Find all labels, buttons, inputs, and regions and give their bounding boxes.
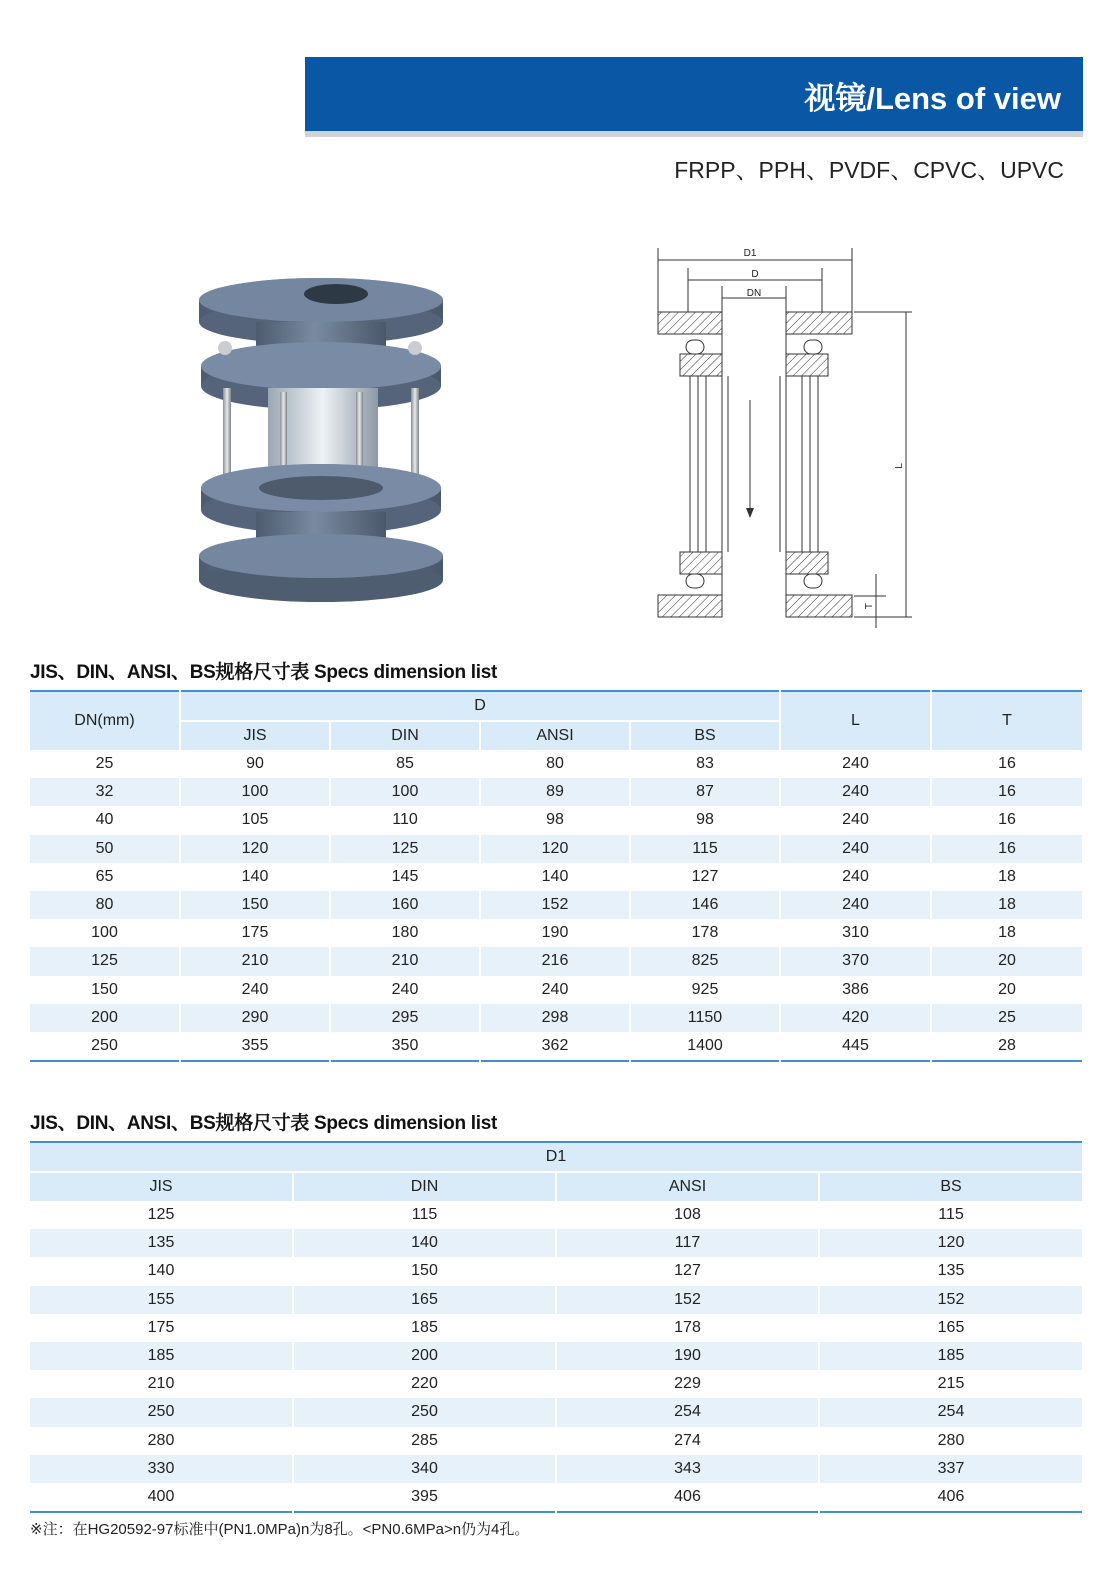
cell: 240: [780, 778, 931, 806]
cell: 343: [556, 1455, 819, 1483]
cell: 127: [556, 1257, 819, 1285]
cell: 185: [819, 1342, 1082, 1370]
cell: 100: [180, 778, 330, 806]
cell: 98: [480, 806, 630, 834]
cell: 150: [180, 891, 330, 919]
cell: 152: [480, 891, 630, 919]
cell: 120: [180, 835, 330, 863]
cell: 125: [147, 1206, 175, 1224]
cell: 165: [819, 1314, 1082, 1342]
table-row: [30, 1455, 1082, 1483]
table-row: [30, 947, 1082, 975]
cell: 25: [931, 1004, 1082, 1032]
cell: 350: [330, 1032, 480, 1061]
dn-label: DN: [746, 288, 762, 299]
cell: 140: [147, 1262, 175, 1280]
cell: 185: [293, 1314, 556, 1342]
table-row: [30, 1257, 1082, 1285]
header-ansi: ANSI: [556, 1172, 819, 1201]
cell: 108: [556, 1201, 819, 1229]
cell: 100: [330, 778, 480, 806]
cell: 295: [330, 1004, 480, 1032]
cell: 200: [293, 1342, 556, 1370]
table2-title: JIS、DIN、ANSI、BS规格尺寸表 Specs dimension list: [30, 1113, 498, 1134]
table1-title: JIS、DIN、ANSI、BS规格尺寸表 Specs dimension list: [30, 662, 498, 683]
cell: 20: [931, 976, 1082, 1004]
table-row: [30, 1286, 1082, 1314]
table-row: [30, 1342, 1082, 1370]
l-label: L: [894, 463, 905, 469]
cell: 190: [556, 1342, 819, 1370]
table-row: [30, 891, 1082, 919]
materials-list: FRPP、PPH、PVDF、CPVC、UPVC: [674, 157, 1064, 183]
cell: 240: [180, 976, 330, 1004]
cell: 140: [480, 863, 630, 891]
cell: 16: [931, 835, 1082, 863]
cell: 216: [480, 947, 630, 975]
cell: 146: [630, 891, 780, 919]
cell: 290: [180, 1004, 330, 1032]
cell: 274: [556, 1427, 819, 1455]
table-row: [30, 1398, 1082, 1426]
cell: 155: [30, 1286, 293, 1314]
cell: 140: [293, 1229, 556, 1257]
cell: 229: [556, 1370, 819, 1398]
cell: 254: [819, 1398, 1082, 1426]
cell: 120: [819, 1229, 1082, 1257]
cell: 28: [931, 1032, 1082, 1061]
cell: 386: [780, 976, 931, 1004]
cell: 250: [293, 1398, 556, 1426]
cell: 215: [819, 1370, 1082, 1398]
cell: 175: [147, 1318, 175, 1336]
cell: 152: [556, 1286, 819, 1314]
cell: 117: [556, 1229, 819, 1257]
cell: 80: [480, 750, 630, 778]
header-jis: JIS: [180, 721, 330, 750]
cell: 115: [819, 1201, 1082, 1229]
header-d: D: [180, 691, 780, 721]
cell: 145: [330, 863, 480, 891]
cell: 115: [293, 1201, 556, 1229]
cell: 165: [293, 1286, 556, 1314]
cell: 40: [95, 811, 114, 829]
cell: 240: [780, 863, 931, 891]
cell: 220: [293, 1370, 556, 1398]
banner-shadow: [305, 131, 1083, 137]
cell: 825: [630, 947, 780, 975]
table-row: [30, 1370, 1082, 1398]
cell: 178: [630, 919, 780, 947]
table-row: [30, 750, 1082, 778]
cell: 240: [330, 976, 480, 1004]
header-din: DIN: [293, 1172, 556, 1201]
cell: 127: [630, 863, 780, 891]
dimension-table: [30, 690, 1082, 1062]
cell: 65: [95, 867, 114, 885]
cell: 16: [931, 750, 1082, 778]
header-bs: BS: [630, 721, 780, 750]
cell: 406: [556, 1483, 819, 1512]
cell: 175: [180, 919, 330, 947]
cell: 32: [30, 778, 180, 806]
table-row: [30, 778, 1082, 806]
cell: 280: [819, 1427, 1082, 1455]
cell: 16: [931, 806, 1082, 834]
cell: 120: [480, 835, 630, 863]
table2-body: [30, 1201, 1082, 1512]
cell: 110: [330, 806, 480, 834]
cell: 185: [30, 1342, 293, 1370]
table-row: [30, 1314, 1082, 1342]
cell: 370: [780, 947, 931, 975]
cell: 152: [819, 1286, 1082, 1314]
table1-body: [30, 750, 1082, 1061]
cell: 250: [30, 1398, 293, 1426]
cell: 240: [780, 891, 931, 919]
cell: 445: [780, 1032, 931, 1061]
cell: 337: [819, 1455, 1082, 1483]
cell: 150: [293, 1257, 556, 1285]
cell: 240: [780, 806, 931, 834]
table-row: [30, 976, 1082, 1004]
d1-table: [30, 1141, 1082, 1513]
cell: 125: [330, 835, 480, 863]
cell: 406: [819, 1483, 1082, 1512]
cell: 90: [180, 750, 330, 778]
cell: 362: [480, 1032, 630, 1061]
table-row: [30, 1201, 1082, 1229]
table-row: [30, 1483, 1082, 1512]
cell: 160: [330, 891, 480, 919]
cell: 87: [630, 778, 780, 806]
cell: 400: [147, 1487, 175, 1505]
cell: 105: [180, 806, 330, 834]
table-row: [30, 835, 1082, 863]
header-dn: DN(mm): [30, 691, 180, 750]
cell: 285: [293, 1427, 556, 1455]
cell: 98: [630, 806, 780, 834]
cell: 85: [330, 750, 480, 778]
cell: 125: [30, 947, 180, 975]
cell: 20: [931, 947, 1082, 975]
cell: 330: [30, 1455, 293, 1483]
cell: 178: [556, 1314, 819, 1342]
header-t: T: [931, 691, 1082, 750]
page-title: 视镜/Lens of view: [804, 81, 1061, 116]
product-photo: [190, 262, 452, 610]
cell: 310: [780, 919, 931, 947]
cell: 83: [630, 750, 780, 778]
cell: 18: [931, 919, 1082, 947]
cell: 50: [30, 835, 180, 863]
cell: 925: [630, 976, 780, 1004]
cell: 240: [480, 976, 630, 1004]
cell: 1400: [630, 1032, 780, 1061]
header-jis: JIS: [30, 1172, 293, 1201]
header-ansi: ANSI: [480, 721, 630, 750]
table-row: [30, 1032, 1082, 1061]
table-row: [30, 1427, 1082, 1455]
cell: 115: [630, 835, 780, 863]
cell: 210: [180, 947, 330, 975]
cell: 355: [180, 1032, 330, 1061]
header-l: L: [780, 691, 931, 750]
cell: 16: [931, 778, 1082, 806]
header-d1: D1: [30, 1142, 1082, 1172]
header-din: DIN: [330, 721, 480, 750]
cell: 210: [147, 1375, 175, 1393]
cell: 280: [147, 1431, 175, 1449]
cell: 18: [931, 891, 1082, 919]
cell: 100: [91, 924, 118, 942]
cell: 254: [556, 1398, 819, 1426]
table-row: [30, 806, 1082, 834]
cell: 1150: [630, 1004, 780, 1032]
table-row: [30, 919, 1082, 947]
cell: 200: [30, 1004, 180, 1032]
cell: 240: [780, 750, 931, 778]
cell: 89: [480, 778, 630, 806]
cell: 250: [91, 1036, 118, 1054]
title-banner: [305, 57, 1083, 131]
cell: 80: [30, 891, 180, 919]
dimension-drawing: [640, 240, 930, 630]
cell: 135: [819, 1257, 1082, 1285]
table-row: [30, 1004, 1082, 1032]
cell: 298: [480, 1004, 630, 1032]
d1-label: D1: [743, 248, 757, 259]
cell: 240: [780, 835, 931, 863]
cell: 395: [293, 1483, 556, 1512]
cell: 150: [91, 980, 118, 998]
cell: 18: [931, 863, 1082, 891]
t-label: T: [864, 602, 875, 610]
cell: 210: [330, 947, 480, 975]
table-row: [30, 1229, 1082, 1257]
table-row: [30, 863, 1082, 891]
cell: 25: [95, 755, 114, 773]
d-label: D: [751, 269, 759, 280]
footnote: ※注：在HG20592-97标准中(PN1.0MPa)n为8孔。<PN0.6MPa>n仍为4孔。: [30, 1521, 530, 1538]
cell: 180: [330, 919, 480, 947]
cell: 190: [480, 919, 630, 947]
cell: 140: [180, 863, 330, 891]
cell: 340: [293, 1455, 556, 1483]
cell: 420: [780, 1004, 931, 1032]
header-bs: BS: [819, 1172, 1082, 1201]
cell: 135: [30, 1229, 293, 1257]
